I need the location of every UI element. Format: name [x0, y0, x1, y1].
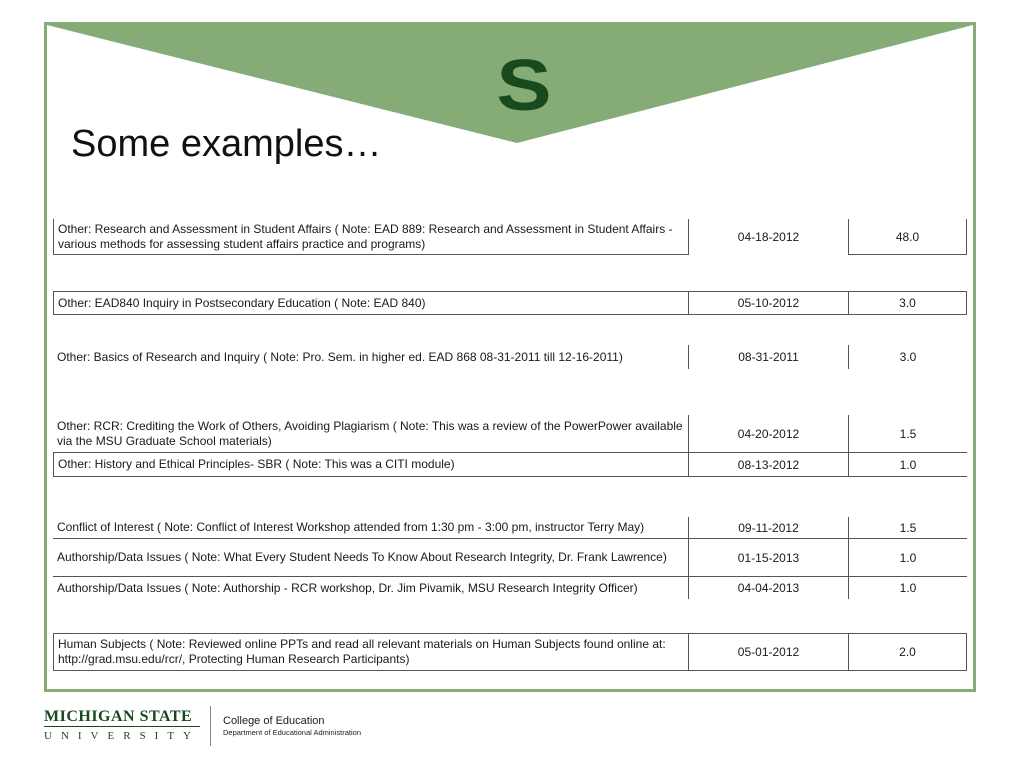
record-hours: 1.0	[849, 453, 967, 477]
slide-frame	[44, 22, 976, 692]
record-hours: 48.0	[849, 219, 967, 255]
record-hours: 3.0	[849, 291, 967, 315]
record-hours: 1.0	[849, 539, 967, 577]
spartan-s-logo: S	[496, 46, 552, 126]
record-date: 01-15-2013	[689, 539, 849, 577]
record-date: 08-31-2011	[689, 345, 849, 369]
record-row	[53, 517, 967, 539]
record-description: Conflict of Interest ( Note: Conflict of Interest Workshop attended from 1:30 pm - 3:00 pm, instructor Terry May)	[53, 517, 689, 539]
college-name: College of Education	[223, 715, 325, 727]
record-description: Other: History and Ethical Principles- SBR ( Note: This was a CITI module)	[53, 453, 689, 477]
record-description: Human Subjects ( Note: Reviewed online PPTs and read all relevant materials on Human Subjects found online at: http://grad.msu.edu/rcr/, Protecting Human Research Participants)	[53, 633, 689, 671]
record-hours: 3.0	[899, 350, 917, 364]
record-description: Other: RCR: Crediting the Work of Others, Avoiding Plagiarism ( Note: This was a review of the PowerPower available via the MSU Graduate School materials)	[53, 415, 689, 453]
record-hours: 2.0	[849, 633, 967, 671]
footer-divider	[210, 706, 211, 746]
record-row	[53, 415, 967, 453]
record-row	[53, 539, 967, 577]
record-description: Other: Research and Assessment in Student Affairs ( Note: EAD 889: Research and Assessment in Student Affairs - various methods for assessing student affairs practice and programs)	[53, 219, 689, 255]
record-row	[53, 453, 967, 477]
record-date: 05-10-2012	[689, 291, 849, 315]
record-row	[53, 219, 967, 255]
record-row	[53, 633, 967, 671]
university-name: MICHIGAN STATE	[44, 708, 200, 727]
department-name: Department of Educational Administration	[223, 728, 361, 737]
slide-title: Some examples…	[71, 123, 382, 165]
footer-branding	[44, 705, 361, 747]
record-date: 04-04-2013	[689, 577, 849, 599]
record-description: Authorship/Data Issues ( Note: What Every Student Needs To Know About Research Integrity, Dr. Frank Lawrence)	[53, 539, 689, 577]
record-hours: 1.5	[849, 517, 967, 539]
record-date: 04-20-2012	[689, 415, 849, 453]
record-description: Other: EAD840 Inquiry in Postsecondary Education ( Note: EAD 840)	[53, 291, 689, 315]
record-date: 05-01-2012	[689, 633, 849, 671]
record-row	[53, 577, 967, 599]
record-description: Authorship/Data Issues ( Note: Authorship - RCR workshop, Dr. Jim Pivamik, MSU Research Integrity Officer)	[53, 577, 689, 599]
record-hours: 1.0	[899, 581, 917, 595]
msu-wordmark	[44, 708, 200, 745]
record-hours: 1.5	[849, 415, 967, 453]
record-row	[53, 291, 967, 315]
record-description: Other: Basics of Research and Inquiry ( Note: Pro. Sem. in higher ed. EAD 868 08-31-2011 till 12-16-2011)	[53, 345, 689, 369]
record-date: 04-18-2012	[689, 219, 849, 255]
university-subtitle: UNIVERSITY	[44, 729, 200, 742]
record-date: 08-13-2012	[689, 453, 849, 477]
college-block	[223, 714, 361, 738]
record-row	[53, 345, 967, 369]
record-date: 09-11-2012	[689, 517, 849, 539]
